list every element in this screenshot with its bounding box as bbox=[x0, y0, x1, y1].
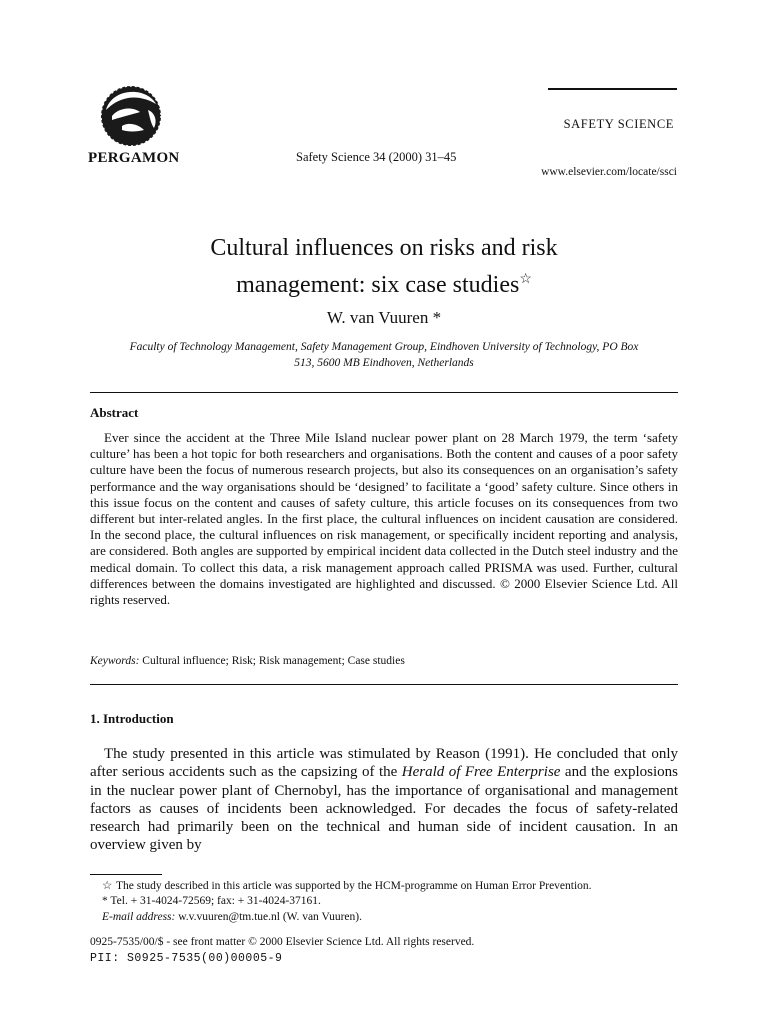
title-line-2-text: management: six case studies bbox=[236, 272, 520, 298]
section-heading-introduction: 1. Introduction bbox=[90, 711, 174, 726]
publisher-name: PERGAMON bbox=[88, 150, 180, 166]
title-line-1: Cultural influences on risks and risk bbox=[210, 235, 558, 261]
title-footnote-mark: ☆ bbox=[519, 272, 532, 287]
issn-line: 0925-7535/00/$ - see front matter © 2000 Elsevier Science Ltd. All rights reserved. bbox=[90, 936, 475, 948]
introduction-paragraph bbox=[90, 745, 678, 855]
footnote-rule bbox=[90, 874, 162, 875]
title-line-2 bbox=[90, 264, 678, 301]
keywords-line bbox=[90, 655, 405, 667]
pii-line: PII: S0925-7535(00)00005-9 bbox=[90, 952, 283, 965]
abstract-text: Ever since the accident at the Three Mile Island nuclear power plant on 28 March 1979, the term ‘safety culture’ has been a hot topic for both researchers and organisations. Both the content and causes of a poor safety culture have been the focus of numerous research projects, but also its consequences on an organisation’s safety performance and the way organisations should be ‘designed’ to facilitate a ‘good’ safety culture. Since others in this issue focus on the content and causes of safety culture, this article focuses on its consequences from two different but inter-related angles. In the first place, the cultural influences on incident causation are considered. In the second place, the cultural influences on risk management, or specifically incident reporting and analysis, are considered. Both angles are supported by empirical incident data collected in the Dutch steel industry and the medical domain. To collect this data, a risk management approach called PRISMA was used. Further, cultural differences between the domains investigated are highlighted and discussed. © 2000 Elsevier Science Ltd. All rights reserved. bbox=[90, 430, 678, 608]
abstract-bottom-rule bbox=[90, 684, 678, 685]
abstract-heading: Abstract bbox=[90, 405, 139, 420]
intro-text-1: The study presented in this article was stimulated by Reason (1991). He concluded that only after serious accidents such as the capsizing of the bbox=[90, 746, 678, 781]
footnote-star-mark: ☆ bbox=[102, 880, 113, 892]
affiliation-line-2: 513, 5600 MB Eindhoven, Netherlands bbox=[294, 357, 474, 369]
email-value[interactable]: w.v.vuuren@tm.tue.nl (W. van Vuuren). bbox=[175, 910, 362, 923]
journal-rule bbox=[548, 88, 677, 90]
author-name: W. van Vuuren * bbox=[326, 308, 442, 327]
footnotes bbox=[102, 879, 592, 925]
abstract-top-rule bbox=[90, 392, 678, 393]
journal-url[interactable]: www.elsevier.com/locate/ssci bbox=[541, 166, 677, 178]
intro-text-2: and the explosions in the nuclear power plant of Chernobyl, has the importance of organisational and management factors as causes of incidents been acknowledged. For decades the focus of safety-related research had primarily been on the technical and human side of incident causation. In an overview given by bbox=[90, 764, 678, 854]
author-affiliation bbox=[90, 339, 678, 371]
journal-citation: Safety Science 34 (2000) 31–45 bbox=[296, 150, 457, 164]
footnote-email bbox=[102, 910, 592, 925]
footnote-star bbox=[102, 879, 592, 894]
article-title bbox=[90, 232, 678, 301]
footnote-star-text: The study described in this article was supported by the HCM-programme on Human Error Prevention. bbox=[116, 880, 592, 892]
keywords-values: Cultural influence; Risk; Risk management; Case studies bbox=[142, 655, 405, 667]
keywords-label: Keywords: bbox=[90, 655, 140, 667]
email-label: E-mail address: bbox=[102, 910, 176, 923]
intro-italic-ship-name: Herald of Free Enterprise bbox=[401, 764, 561, 781]
athena-helmet-icon bbox=[88, 80, 174, 150]
footnote-tel: * Tel. + 31-4024-72569; fax: + 31-4024-37161. bbox=[102, 895, 321, 908]
affiliation-line-1: Faculty of Technology Management, Safety Management Group, Eindhoven University of Technology, PO Box bbox=[129, 341, 639, 353]
journal-name: SAFETY SCIENCE bbox=[563, 117, 674, 131]
